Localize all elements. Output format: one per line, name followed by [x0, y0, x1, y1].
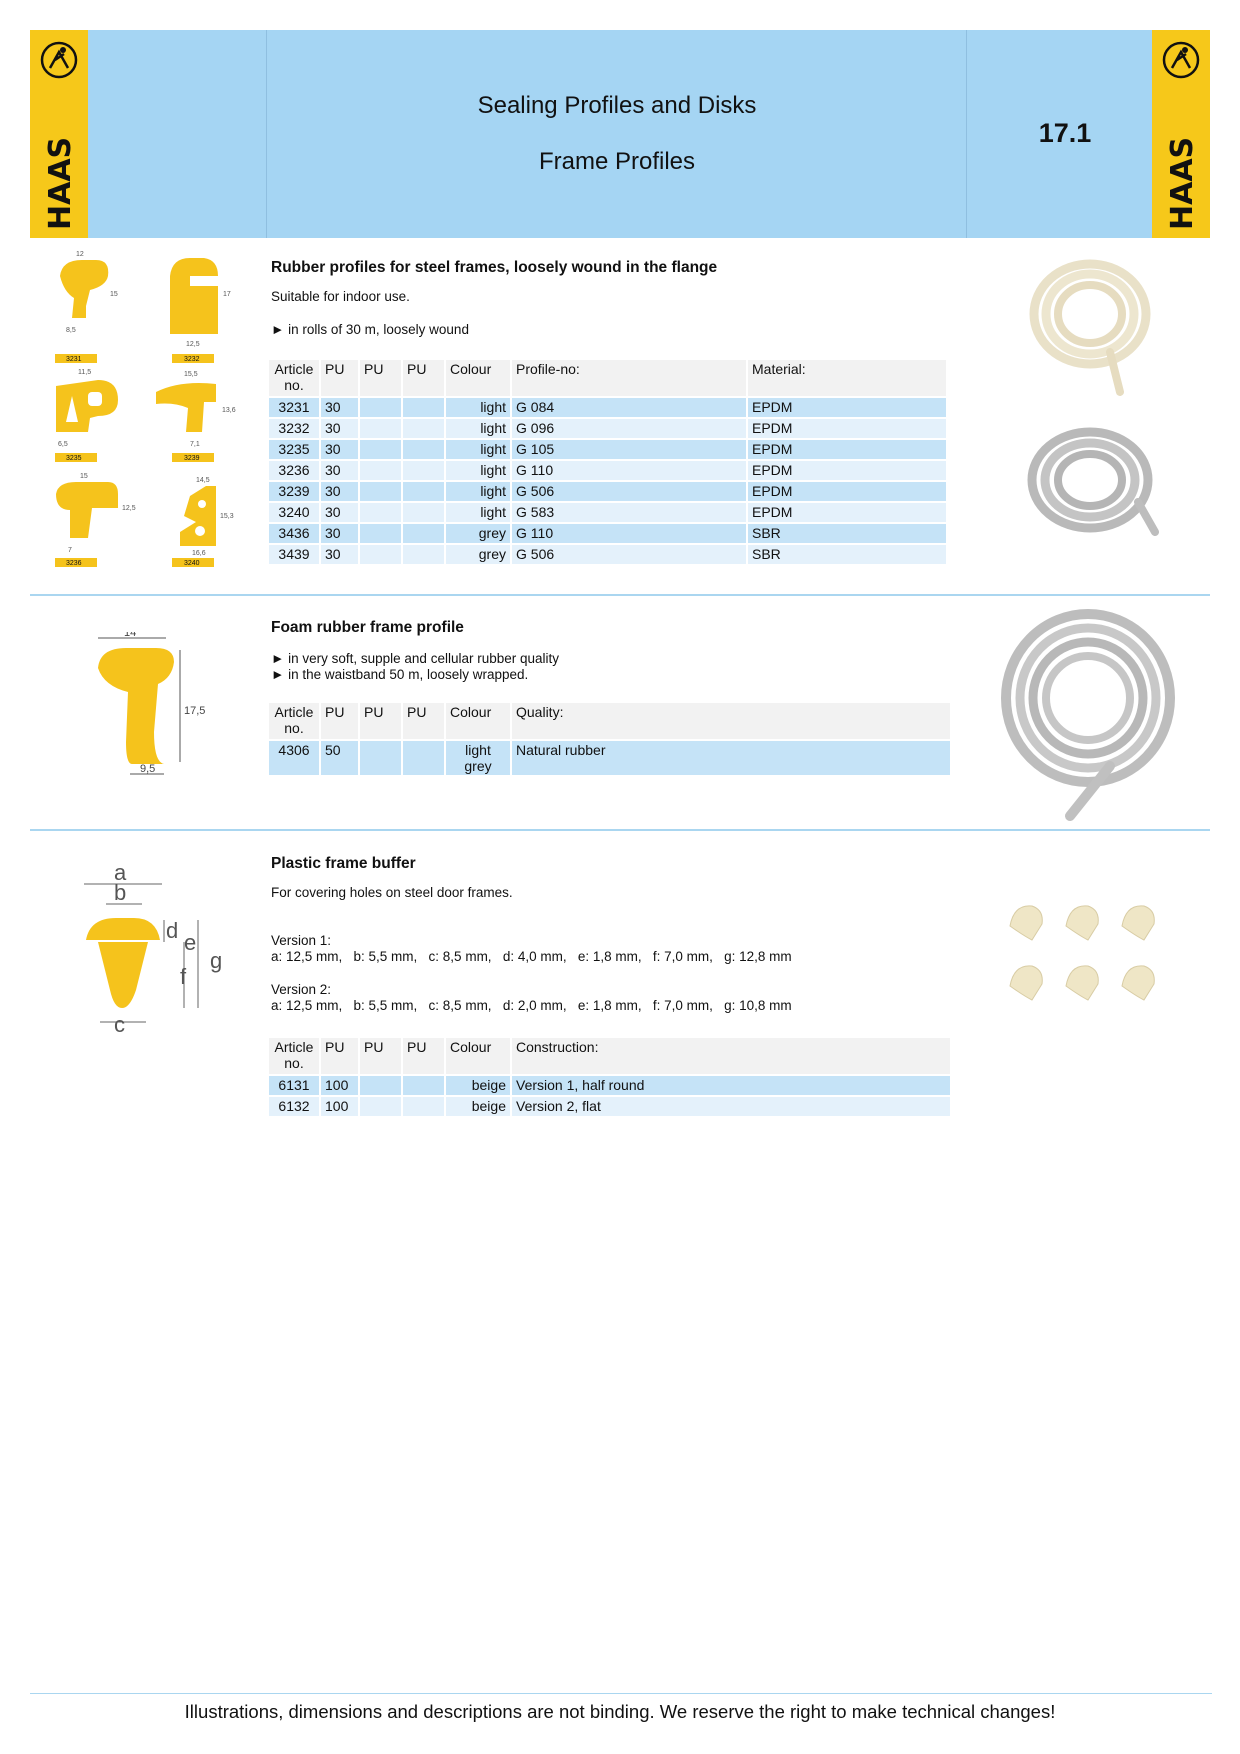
cell-pu [403, 503, 444, 522]
frame-buffer-drawing [70, 862, 240, 1034]
col-header: Colour [446, 703, 510, 739]
cell-pu [360, 545, 401, 564]
cell-article: 4306 [269, 741, 319, 775]
foam-roll-photo [1000, 606, 1180, 826]
cell-colour: grey [446, 524, 510, 543]
cell-colour: light [446, 419, 510, 438]
profile-label: 3231 [66, 356, 82, 363]
cell-profile: G 583 [512, 503, 746, 522]
logo-text-right: HAAS [1165, 136, 1200, 230]
cell-colour: grey [446, 545, 510, 564]
cell-pu [403, 524, 444, 543]
section1-desc: Suitable for indoor use. [271, 289, 410, 304]
cell-material: EPDM [748, 419, 946, 438]
section-number: 17.1 [1038, 118, 1092, 148]
table-row [269, 461, 946, 480]
cell-pu: 30 [321, 503, 358, 522]
cell-article: 3232 [269, 419, 319, 438]
cell-pu [403, 1076, 444, 1095]
cell-article: 3439 [269, 545, 319, 564]
dim-label: 16,6 [192, 550, 206, 557]
col-header: PU [321, 360, 358, 396]
dim-label: 15 [80, 473, 88, 480]
profile-label: 3236 [66, 560, 82, 567]
section3-table [267, 1036, 952, 1118]
cell-material: EPDM [748, 503, 946, 522]
cell-pu [403, 482, 444, 501]
page-title: Sealing Profiles and Disks [477, 92, 757, 119]
cell-pu [360, 440, 401, 459]
cell-colour: beige [446, 1076, 510, 1095]
page-subtitle: Frame Profiles [538, 148, 696, 175]
cell-pu [403, 545, 444, 564]
cell-article: 3239 [269, 482, 319, 501]
cell-profile: G 110 [512, 461, 746, 480]
cell-pu: 30 [321, 461, 358, 480]
dim-label: d [166, 918, 179, 943]
section1-table [267, 358, 948, 566]
cell-material: EPDM [748, 482, 946, 501]
dim-label: 6,5 [58, 441, 68, 448]
section3-desc: For covering holes on steel door frames. [271, 885, 513, 900]
col-header: PU [360, 360, 401, 396]
table-row [269, 1076, 950, 1095]
dim-label: 12,5 [122, 505, 136, 512]
col-header: Material: [748, 360, 946, 396]
cell-pu [360, 741, 401, 775]
cell-pu [403, 419, 444, 438]
cell-article: 3236 [269, 461, 319, 480]
cell-profile: G 110 [512, 524, 746, 543]
section1-bullet: ► in rolls of 30 m, loosely wound [271, 322, 469, 337]
cell-construction: Version 2, flat [512, 1097, 950, 1116]
col-header: Article no. [269, 703, 319, 739]
cell-article: 3231 [269, 398, 319, 417]
section-separator [30, 829, 1210, 831]
col-header: PU [403, 1038, 444, 1074]
section2-bullet: ► in the waistband 50 m, loosely wrapped. [271, 667, 529, 682]
version1-title: Version 1: [271, 933, 332, 948]
table-header-row [269, 360, 946, 396]
cell-colour: light [446, 482, 510, 501]
section-separator [30, 594, 1210, 596]
dim-label: 8,5 [66, 327, 76, 334]
dim-label: b [114, 880, 127, 905]
col-header: PU [360, 703, 401, 739]
cell-colour: light [446, 503, 510, 522]
dim-label: 14 [124, 632, 137, 639]
cell-pu [403, 741, 444, 775]
col-header: PU [321, 1038, 358, 1074]
col-header: Quality: [512, 703, 950, 739]
dim-label: 11,5 [78, 369, 92, 376]
table-row [269, 1097, 950, 1116]
rubber-roll-photos [1020, 252, 1170, 552]
section1-title: Rubber profiles for steel frames, loosely wound in the flange [271, 259, 718, 276]
cell-colour: light grey [446, 741, 510, 775]
dim-label: f [180, 964, 187, 989]
cell-article: 3436 [269, 524, 319, 543]
haas-logo-left [30, 30, 88, 238]
cell-pu: 30 [321, 524, 358, 543]
cell-pu: 30 [321, 440, 358, 459]
cell-pu: 50 [321, 741, 358, 775]
cell-pu [360, 419, 401, 438]
table-row [269, 440, 946, 459]
version1-dims: a: 12,5 mm, b: 5,5 mm, c: 8,5 mm, d: 4,0 mm, e: 1,8 mm, f: 7,0 mm, g: 12,8 mm [271, 949, 792, 964]
cell-profile: G 084 [512, 398, 746, 417]
dim-label: 7 [68, 547, 72, 554]
col-header: PU [321, 703, 358, 739]
cell-profile: G 506 [512, 545, 746, 564]
cell-pu [360, 461, 401, 480]
cell-article: 6131 [269, 1076, 319, 1095]
section2-bullet: ► in very soft, supple and cellular rubber quality [271, 651, 560, 666]
rubber-profile-drawings [40, 246, 260, 576]
table-row [269, 524, 946, 543]
table-row [269, 741, 950, 775]
frame-buffer-photo [1004, 896, 1174, 1016]
cell-material: SBR [748, 545, 946, 564]
cell-colour: light [446, 398, 510, 417]
col-header: PU [403, 703, 444, 739]
col-header: Profile-no: [512, 360, 746, 396]
col-header: Construction: [512, 1038, 950, 1074]
cell-colour: light [446, 461, 510, 480]
dim-label: e [184, 930, 197, 955]
dim-label: 13,6 [222, 407, 236, 414]
table-row [269, 398, 946, 417]
cell-pu [360, 482, 401, 501]
cell-quality: Natural rubber [512, 741, 950, 775]
dim-label: 15 [110, 291, 118, 298]
cell-pu [360, 1076, 401, 1095]
cell-profile: G 096 [512, 419, 746, 438]
profile-label: 3232 [184, 356, 200, 363]
col-header: PU [403, 360, 444, 396]
cell-pu [403, 1097, 444, 1116]
col-header: PU [360, 1038, 401, 1074]
table-header-row [269, 1038, 950, 1074]
cell-article: 3235 [269, 440, 319, 459]
section3-title: Plastic frame buffer [271, 855, 416, 872]
table-header-row [269, 703, 950, 739]
foam-profile-drawing [80, 632, 220, 782]
dim-label: 15,3 [220, 513, 234, 520]
cell-pu: 100 [321, 1076, 358, 1095]
col-header: Article no. [269, 360, 319, 396]
cell-article: 3240 [269, 503, 319, 522]
cell-pu [403, 398, 444, 417]
cell-pu: 30 [321, 398, 358, 417]
cell-profile: G 506 [512, 482, 746, 501]
logo-text-left: HAAS [43, 136, 78, 230]
haas-logo-right [1152, 30, 1210, 238]
header-divider [966, 30, 967, 238]
dim-label: 12 [76, 251, 84, 258]
header-divider [266, 30, 267, 238]
cell-colour: beige [446, 1097, 510, 1116]
col-header: Colour [446, 360, 510, 396]
dim-label: 7,1 [190, 441, 200, 448]
dim-label: 17 [223, 291, 231, 298]
cell-pu: 30 [321, 482, 358, 501]
cell-material: EPDM [748, 398, 946, 417]
dim-label: c [114, 1012, 125, 1034]
cell-pu [360, 524, 401, 543]
cell-pu [403, 461, 444, 480]
cell-colour: light [446, 440, 510, 459]
page-header [30, 30, 1210, 238]
table-row [269, 419, 946, 438]
dim-label: 15,5 [184, 371, 198, 378]
version2-dims: a: 12,5 mm, b: 5,5 mm, c: 8,5 mm, d: 2,0 mm, e: 1,8 mm, f: 7,0 mm, g: 10,8 mm [271, 998, 792, 1013]
dim-label: g [210, 948, 223, 973]
profile-label: 3239 [184, 455, 200, 462]
cell-pu [403, 440, 444, 459]
cell-pu [360, 398, 401, 417]
footer-separator [30, 1693, 1212, 1694]
cell-pu: 30 [321, 419, 358, 438]
dim-label: a [114, 862, 127, 885]
cell-profile: G 105 [512, 440, 746, 459]
cell-construction: Version 1, half round [512, 1076, 950, 1095]
cell-article: 6132 [269, 1097, 319, 1116]
col-header: Colour [446, 1038, 510, 1074]
section2-title: Foam rubber frame profile [271, 619, 464, 636]
dim-label: 14,5 [196, 477, 210, 484]
section2-table [267, 701, 952, 777]
cell-pu: 30 [321, 545, 358, 564]
table-row [269, 482, 946, 501]
table-row [269, 503, 946, 522]
profile-label: 3235 [66, 455, 82, 462]
cell-material: EPDM [748, 440, 946, 459]
dim-label: 12,5 [186, 341, 200, 348]
version2-title: Version 2: [271, 982, 332, 997]
table-row [269, 545, 946, 564]
cell-material: EPDM [748, 461, 946, 480]
dim-label: 9,5 [140, 763, 156, 775]
cell-pu: 100 [321, 1097, 358, 1116]
cell-pu [360, 503, 401, 522]
col-header: Article no. [269, 1038, 319, 1074]
profile-label: 3240 [184, 560, 200, 567]
footer-disclaimer: Illustrations, dimensions and descriptions are not binding. We reserve the right to make technical changes! [184, 1701, 1056, 1722]
dim-label: 17,5 [184, 705, 206, 717]
cell-pu [360, 1097, 401, 1116]
cell-material: SBR [748, 524, 946, 543]
